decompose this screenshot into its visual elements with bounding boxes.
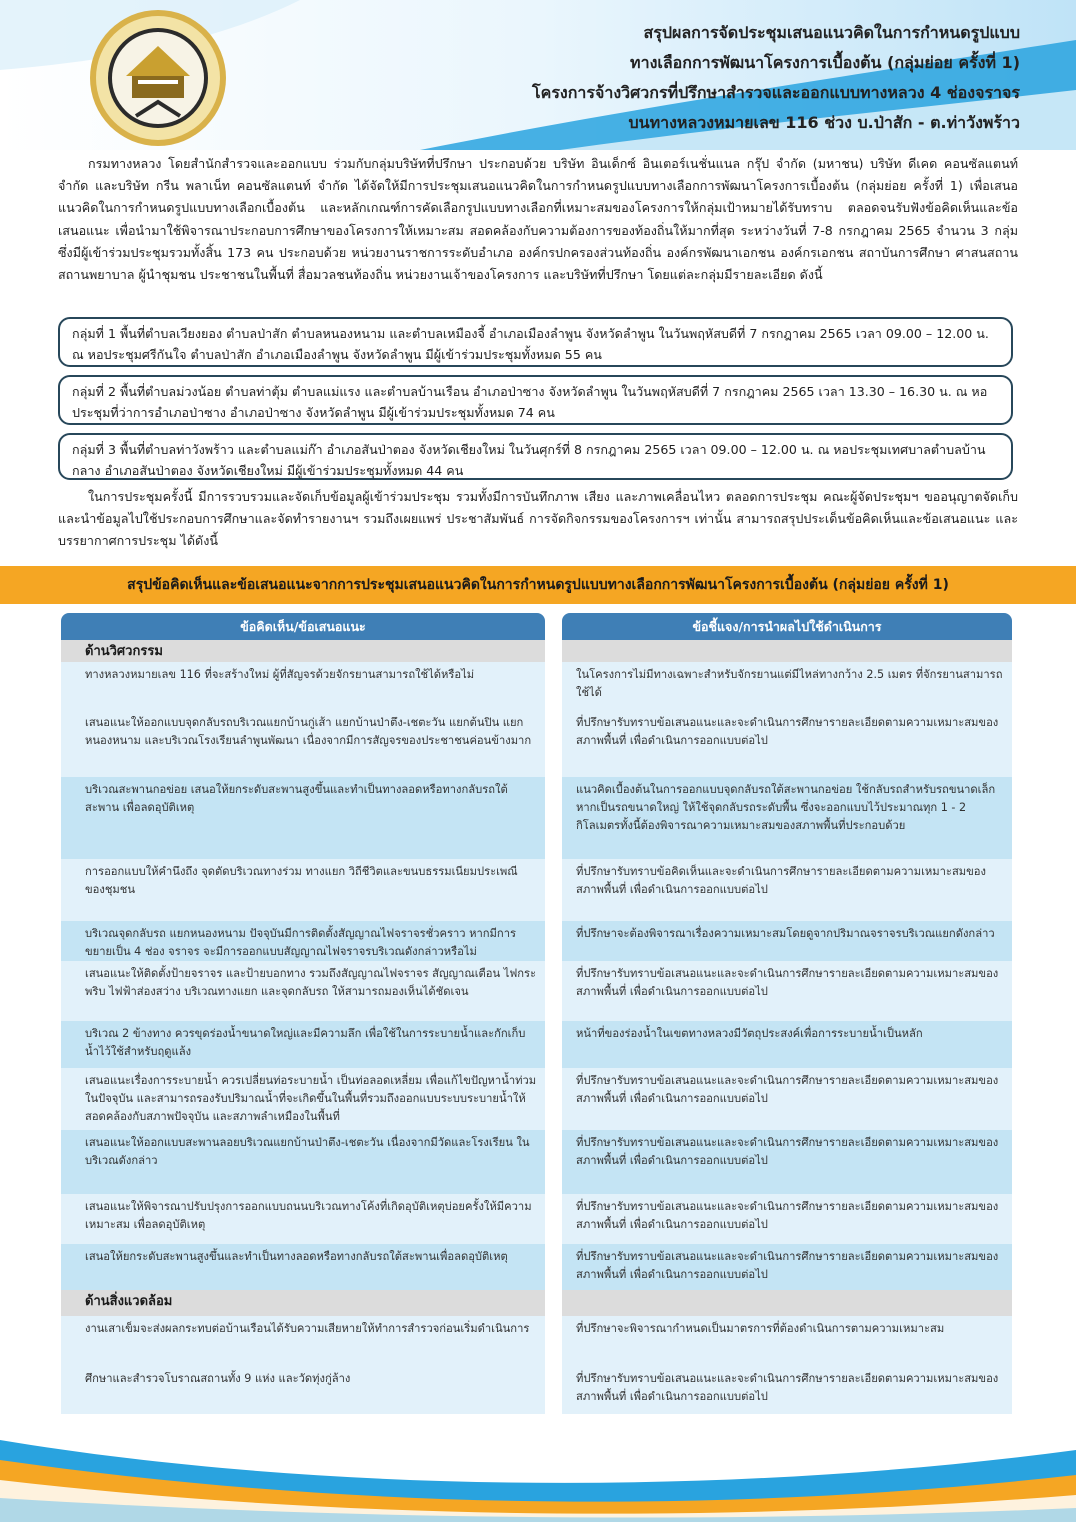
column-header-responses: ข้อชี้แจง/การนำผลไปใช้ดำเนินการ xyxy=(562,613,1012,640)
table-row-response: ที่ปรึกษารับทราบข้อเสนอแนะและจะดำเนินการศึกษารายละเอียดตามความเหมาะสมของสภาพพื้นที่ เพื่อดำเนินการออกแบบต่อไป xyxy=(562,1194,1012,1244)
table-row-response: ในโครงการไม่มีทางเฉพาะสำหรับจักรยานแต่มีไหล่ทางกว้าง 2.5 เมตร ที่จักรยานสามารถใช้ได้ xyxy=(562,662,1012,710)
closing-text: ในการประชุมครั้งนี้ มีการรวบรวมและจัดเก็บข้อมูลผู้เข้าร่วมประชุม รวมทั้งมีการบันทึกภาพ เสียง และภาพเคลื่อนไหว ตลอดการประชุม คณะผู้จัดประชุมฯ ขออนุญาตจัดเก็บและนำข้อมูลไปใช้ประกอบการศึกษาและจัดทำรายงานฯ รวมถึงเผยแพร่ ประชาสัมพันธ์ การจัดกิจกรรมของโครงการฯ เท่านั้น สามารถสรุปประเด็นข้อคิดเห็นและข้อเสนอแนะ และบรรยากาศการประชุม ได้ดังนี้ xyxy=(58,489,1018,549)
table-row-response: หน้าที่ของร่องน้ำในเขตทางหลวงมีวัตถุประสงค์เพื่อการระบายน้ำเป็นหลัก xyxy=(562,1021,1012,1068)
section-engineering-spacer xyxy=(562,640,1012,662)
table-row-response: แนวคิดเบื้องต้นในการออกแบบจุดกลับรถใต้สะพานกอข่อย ใช้กลับรถสำหรับรถขนาดเล็ก หากเป็นรถขนาดใหญ่ ให้ใช้จุดกลับรถระดับพื้น ซึ่งจะออกแบบไว้ประมาณทุก 1 - 2 กิโลเมตรทั้งนี้ต้องพิจารณาความเหมาะสมของสภาพพื้นที่ประกอบด้วย xyxy=(562,777,1012,859)
table-row-comment: บริเวณสะพานกอข่อย เสนอให้ยกระดับสะพานสูงขึ้นและทำเป็นทางลอดหรือทางกลับรถใต้สะพาน เพื่อลดอุบัติเหตุ xyxy=(61,777,545,859)
title-line-1: สรุปผลการจัดประชุมเสนอแนวคิดในการกำหนดรูปแบบ xyxy=(643,23,1020,42)
table-row-response: ที่ปรึกษารับทราบข้อเสนอแนะและจะดำเนินการศึกษารายละเอียดตามความเหมาะสมของสภาพพื้นที่ เพื่อดำเนินการออกแบบต่อไป xyxy=(562,710,1012,777)
section-environment-label: ด้านสิ่งแวดล้อม xyxy=(61,1290,545,1316)
table-row-response: ที่ปรึกษารับทราบข้อเสนอแนะและจะดำเนินการศึกษารายละเอียดตามความเหมาะสมของสภาพพื้นที่ เพื่อดำเนินการออกแบบต่อไป xyxy=(562,1068,1012,1130)
table-row-response: ที่ปรึกษารับทราบข้อเสนอแนะและจะดำเนินการศึกษารายละเอียดตามความเหมาะสมของสภาพพื้นที่ เพื่อดำเนินการออกแบบต่อไป xyxy=(562,1130,1012,1194)
table-row-comment: เสนอแนะเรื่องการระบายน้ำ ควรเปลี่ยนท่อระบายน้ำ เป็นท่อลอดเหลี่ยม เพื่อแก้ไขปัญหาน้ำท่วมในปัจจุบัน และสามารถรองรับปริมาณน้ำที่จะเกิดขึ้นในพื้นที่รวมถึงออกแบบระบบระบายน้ำให้สอดคล้องกับสภาพปัจจุบัน และสภาพลำเหมืองในพื้นที่ xyxy=(61,1068,545,1130)
table-row-comment: เสนอแนะให้พิจารณาปรับปรุงการออกแบบถนนบริเวณทางโค้งที่เกิดอุบัติเหตุบ่อยครั้งให้มีความเหมาะสม เพื่อลดอุบัติเหตุ xyxy=(61,1194,545,1244)
table-row-comment: เสนอแนะให้ออกแบบสะพานลอยบริเวณแยกบ้านป่าตึง-เชตะวัน เนื่องจากมีวัดและโรงเรียน ในบริเวณดังกล่าว xyxy=(61,1130,545,1194)
group-2-text: กลุ่มที่ 2 พื้นที่ตำบลม่วงน้อย ตำบลท่าตุ้ม ตำบลแม่แรง และตำบลบ้านเรือน อำเภอป่าซาง จังหวัดลำพูน ในวันพฤหัสบดีที่ 7 กรกฎาคม 2565 เวลา 13.30 – 16.30 น. ณ หอประชุมที่ว่าการอำเภอป่าซาง อำเภอป่าซาง จังหวัดลำพูน มีผู้เข้าร่วมประชุมทั้งหมด 74 คน xyxy=(72,384,988,420)
table-row-response: ที่ปรึกษารับทราบข้อเสนอแนะและจะดำเนินการศึกษารายละเอียดตามความเหมาะสมของสภาพพื้นที่ เพื่อดำเนินการออกแบบต่อไป xyxy=(562,1244,1012,1290)
department-of-highways-logo xyxy=(86,6,230,150)
table-row-comment: ศึกษาและสำรวจโบราณสถานทั้ง 9 แห่ง และวัดทุ่งกู่ล้าง xyxy=(61,1366,545,1414)
title-line-3: โครงการจ้างวิศวกรที่ปรึกษาสำรวจและออกแบบทางหลวง 4 ช่องจราจร xyxy=(532,83,1020,102)
column-header-comments: ข้อคิดเห็น/ข้อเสนอแนะ xyxy=(61,613,545,640)
table-row-response: ที่ปรึกษารับทราบข้อเสนอแนะและจะดำเนินการศึกษารายละเอียดตามความเหมาะสมของสภาพพื้นที่ เพื่อดำเนินการออกแบบต่อไป xyxy=(562,961,1012,1021)
section-engineering-label: ด้านวิศวกรรม xyxy=(61,640,545,662)
group-3-text: กลุ่มที่ 3 พื้นที่ตำบลท่าวังพร้าว และตำบลแม่ก๊า อำเภอสันป่าตอง จังหวัดเชียงใหม่ ในวันศุกร์ที่ 8 กรกฎาคม 2565 เวลา 09.00 – 12.00 น. ณ หอประชุมเทศบาลตำบลบ้านกลาง อำเภอสันป่าตอง จังหวัดเชียงใหม่ มีผู้เข้าร่วมประชุมทั้งหมด 44 คน xyxy=(72,442,986,478)
page-title xyxy=(400,18,1020,138)
table-row-response: ที่ปรึกษาจะต้องพิจารณาเรื่องความเหมาะสมโดยดูจากปริมาณจราจรบริเวณแยกดังกล่าว xyxy=(562,921,1012,961)
group-1-text: กลุ่มที่ 1 พื้นที่ตำบลเวียงยอง ตำบลป่าสัก ตำบลหนองหนาม และตำบลเหมืองจี้ อำเภอเมืองลำพูน จังหวัดลำพูน ในวันพฤหัสบดีที่ 7 กรกฎาคม 2565 เวลา 09.00 – 12.00 น. ณ หอประชุมศรีกันใจ ตำบลป่าสัก อำเภอเมืองลำพูน จังหวัดลำพูน มีผู้เข้าร่วมประชุมทั้งหมด 55 คน xyxy=(72,326,989,362)
table-row-comment: บริเวณจุดกลับรถ แยกหนองหนาม ปัจจุบันมีการติดตั้งสัญญาณไฟจราจรชั่วคราว หากมีการขยายเป็น 4 ช่อง จราจร จะมีการออกแบบสัญญาณไฟจราจรบริเวณดังกล่าวหรือไม่ xyxy=(61,921,545,961)
table-row-response: ที่ปรึกษารับทราบข้อเสนอแนะและจะดำเนินการศึกษารายละเอียดตามความเหมาะสมของสภาพพื้นที่ เพื่อดำเนินการออกแบบต่อไป xyxy=(562,1366,1012,1414)
table-row-comment: เสนอแนะให้ติดตั้งป้ายจราจร และป้ายบอกทาง รวมถึงสัญญาณไฟจราจร สัญญาณเตือน ไฟกระพริบ ไฟฟ้าส่องสว่าง บริเวณทางแยก และจุดกลับรถ ให้สามารถมองเห็นได้ชัดเจน xyxy=(61,961,545,1021)
table-row-comment: เสนอให้ยกระดับสะพานสูงขึ้นและทำเป็นทางลอดหรือทางกลับรถใต้สะพานเพื่อลดอุบัติเหตุ xyxy=(61,1244,545,1290)
table-row-response: ที่ปรึกษาจะพิจารณากำหนดเป็นมาตรการที่ต้องดำเนินการตามความเหมาะสม xyxy=(562,1316,1012,1366)
group-2-box xyxy=(58,375,1013,425)
title-line-2: ทางเลือกการพัฒนาโครงการเบื้องต้น (กลุ่มย่อย ครั้งที่ 1) xyxy=(630,53,1020,72)
table-row-comment: บริเวณ 2 ข้างทาง ควรขุดร่องน้ำขนาดใหญ่และมีความลึก เพื่อใช้ในการระบายน้ำและกักเก็บน้ำไว้ใช้สำหรับฤดูแล้ง xyxy=(61,1021,545,1068)
footer-wave-decoration xyxy=(0,1380,1076,1522)
group-3-box xyxy=(58,433,1013,480)
table-row-comment: ทางหลวงหมายเลข 116 ที่จะสร้างใหม่ ผู้ที่สัญจรด้วยจักรยานสามารถใช้ได้หรือไม่ xyxy=(61,662,545,710)
table-row-comment: การออกแบบให้คำนึงถึง จุดตัดบริเวณทางร่วม ทางแยก วิถีชีวิตและขนบธรรมเนียมประเพณีของชุมชน xyxy=(61,859,545,921)
table-row-comment: เสนอแนะให้ออกแบบจุดกลับรถบริเวณแยกบ้านกู่เส้า แยกบ้านป่าตึง-เชตะวัน แยกต้นปิน แยกหนองหนาม และบริเวณโรงเรียนลำพูนพัฒนา เนื่องจากมีการสัญจรของประชาชนค่อนข้างมาก xyxy=(61,710,545,777)
intro-paragraph xyxy=(58,153,1018,286)
section-environment-spacer xyxy=(562,1290,1012,1316)
summary-title: สรุปข้อคิดเห็นและข้อเสนอแนะจากการประชุมเสนอแนวคิดในการกำหนดรูปแบบทางเลือกการพัฒนาโครงการเบื้องต้น (กลุ่มย่อย ครั้งที่ 1) xyxy=(127,577,949,593)
title-line-4: บนทางหลวงหมายเลข 116 ช่วง บ.ป่าสัก - ต.ท่าวังพร้าว xyxy=(628,113,1020,132)
intro-text: กรมทางหลวง โดยสำนักสำรวจและออกแบบ ร่วมกับกลุ่มบริษัทที่ปรึกษา ประกอบด้วย บริษัท อินเด็กซ์ อินเตอร์เนชั่นแนล กรุ๊ป จำกัด (มหาชน) บริษัท ดีเคด คอนซัลแตนท์ จำกัด และบริษัท กรีน พลาเน็ท คอนซัลแตนท์ จำกัด ได้จัดให้มีการประชุมเสนอแนวคิดในการกำหนดรูปแบบทางเลือกการพัฒนาโครงการเบื้องต้น (กลุ่มย่อย ครั้งที่ 1) เพื่อเสนอแนวคิดในการกำหนดรูปแบบทางเลือกเบื้องต้น และหลักเกณฑ์การคัดเลือกรูปแบบทางเลือกที่เหมาะสมของโครงการให้กลุ่มเป้าหมายได้รับทราบ ตลอดจนรับฟังข้อคิดเห็นและข้อเสนอแนะ เพื่อนำมาใช้พิจารณาประกอบการศึกษาของโครงการให้เหมาะสม สอดคล้องกับความต้องการของท้องถิ่นให้มากที่สุด ระหว่างวันที่ 7-8 กรกฎาคม 2565 จำนวน 3 กลุ่ม ซึ่งมีผู้เข้าร่วมประชุมรวมทั้งสิ้น 173 คน ประกอบด้วย หน่วยงานราชการระดับอำเภอ องค์กรปกครองส่วนท้องถิ่น องค์กรพัฒนาเอกชน องค์กรเอกชน สถาบันการศึกษา ศาสนสถาน สถานพยาบาล ผู้นำชุมชน ประชาชนในพื้นที่ สื่อมวลชนท้องถิ่น หน่วยงานเจ้าของโครงการ และบริษัทที่ปรึกษา โดยแต่ละกลุ่มมีรายละเอียด ดังนี้ xyxy=(58,156,1018,283)
table-row-comment: งานเสาเข็มจะส่งผลกระทบต่อบ้านเรือนได้รับความเสียหายให้ทำการสำรวจก่อนเริ่มดำเนินการ xyxy=(61,1316,545,1366)
closing-paragraph xyxy=(58,486,1018,553)
group-1-box xyxy=(58,317,1013,367)
table-row-response: ที่ปรึกษารับทราบข้อคิดเห็นและจะดำเนินการศึกษารายละเอียดตามความเหมาะสมของสภาพพื้นที่ เพื่อดำเนินการออกแบบต่อไป xyxy=(562,859,1012,921)
